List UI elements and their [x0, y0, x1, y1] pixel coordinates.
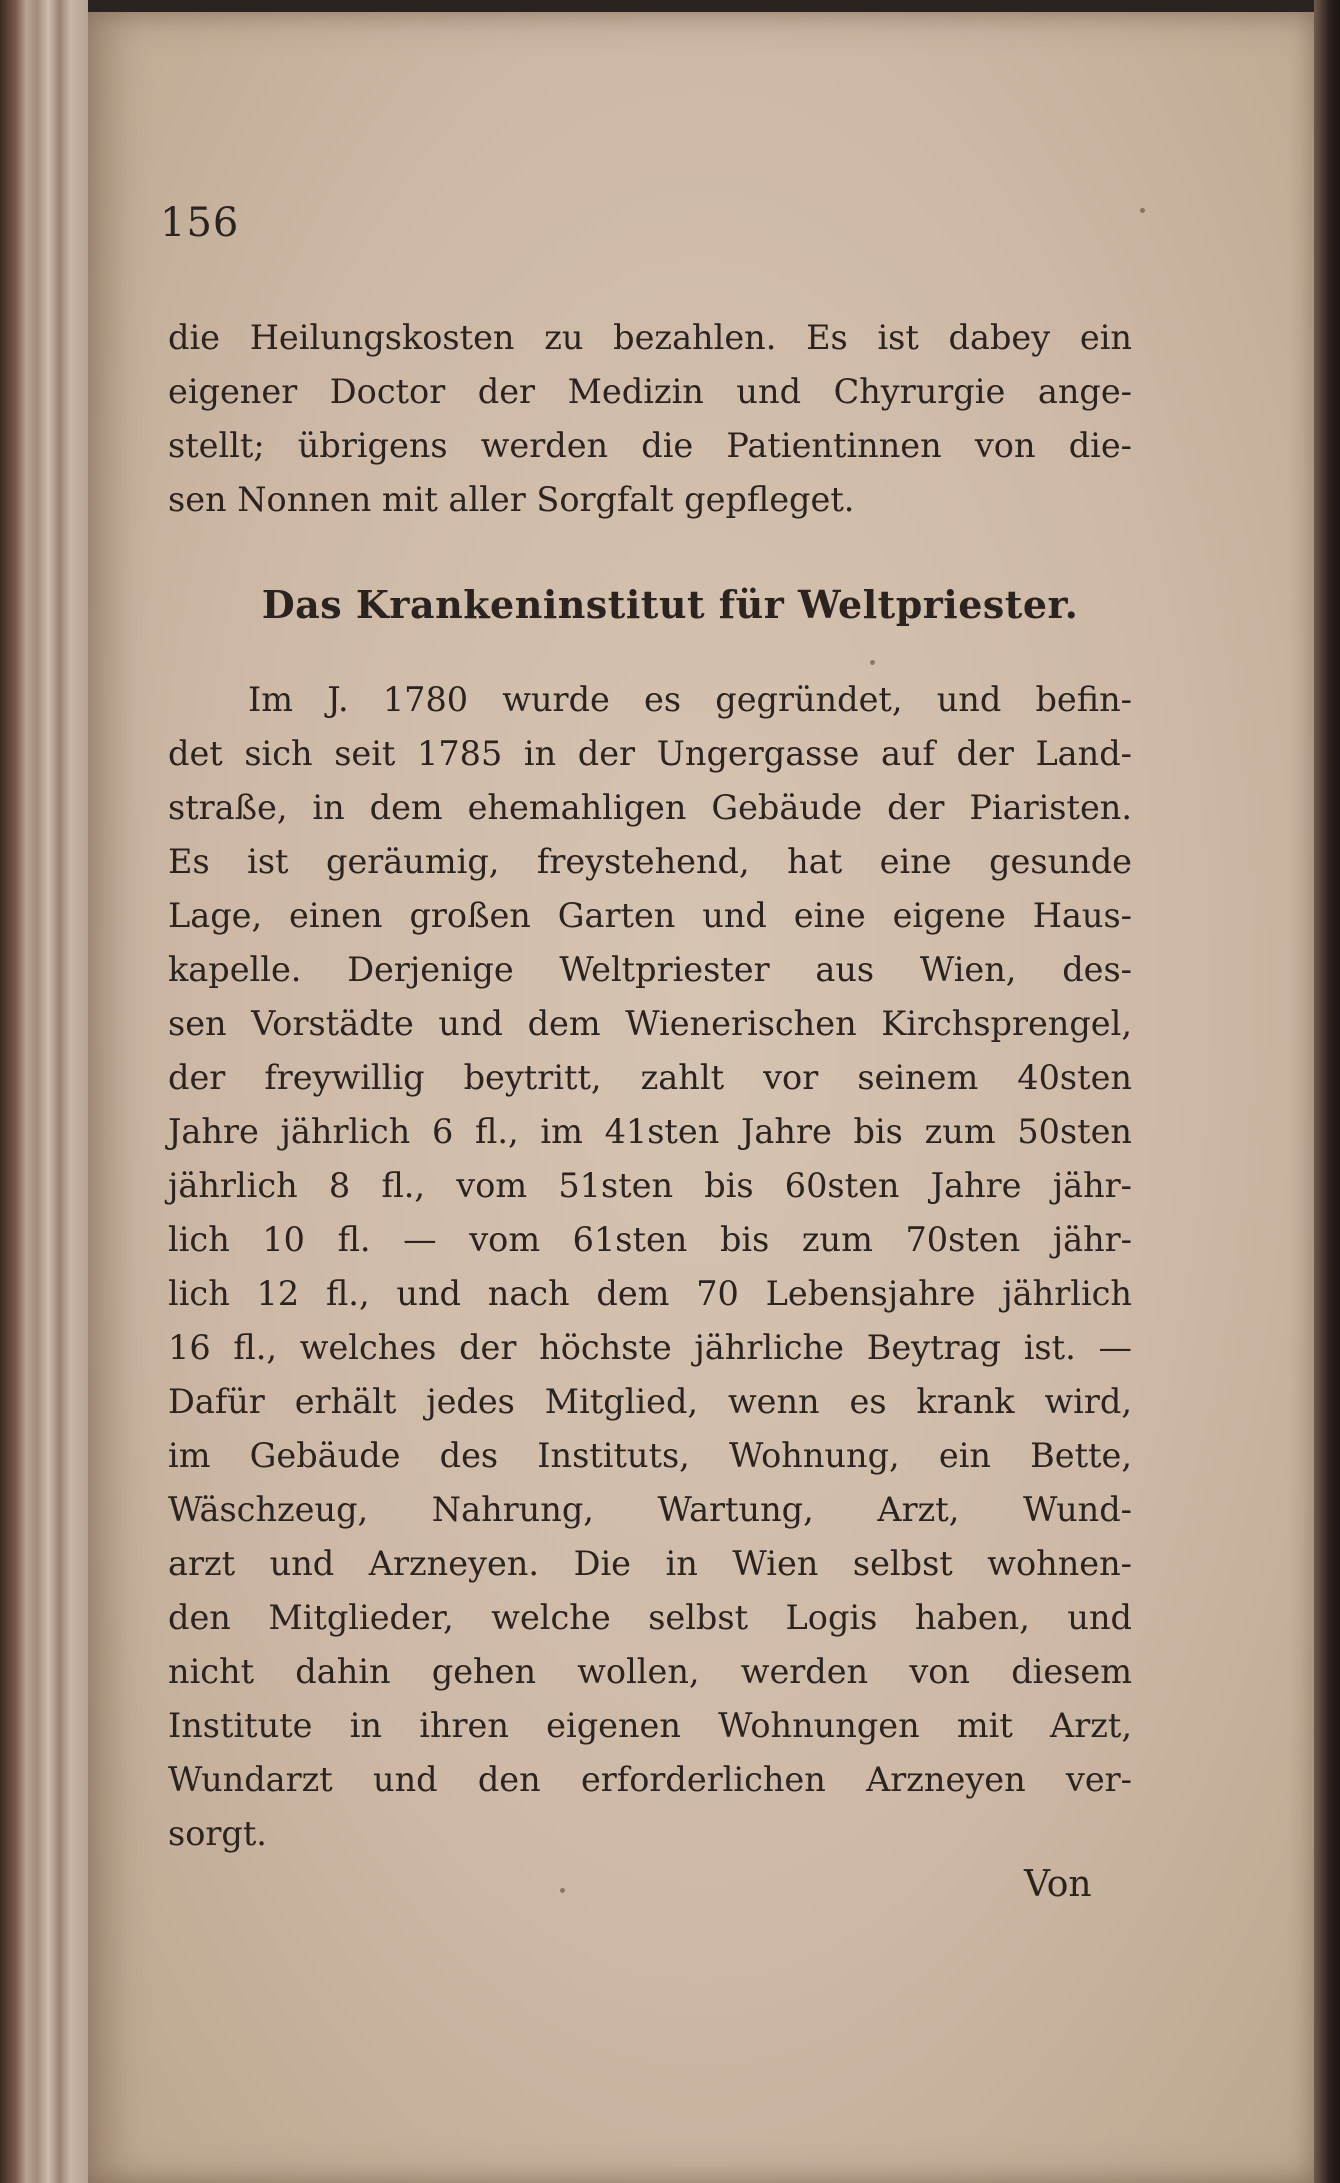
- text-line: Wundarzt und den erforderlichen Arzneyen ver-: [168, 1760, 1132, 1799]
- text-line: straße, in dem ehemahligen Gebäude der Piaristen.: [168, 788, 1132, 827]
- text-line: Es ist geräumig, freystehend, hat eine gesunde: [168, 842, 1132, 881]
- text-line: Im J. 1780 wurde es gegründet, und befin-: [248, 680, 1132, 719]
- text-line: arzt und Arzneyen. Die in Wien selbst wohnen-: [168, 1544, 1132, 1583]
- text-line: kapelle. Derjenige Weltpriester aus Wien, des-: [168, 950, 1132, 989]
- text-line: nicht dahin gehen wollen, werden von diesem: [168, 1652, 1132, 1691]
- page-number: 156: [160, 200, 240, 246]
- text-line: im Gebäude des Instituts, Wohnung, ein Bette,: [168, 1436, 1132, 1475]
- book-page-edges: [0, 0, 88, 2183]
- text-line: lich 12 fl., und nach dem 70 Lebensjahre jährlich: [168, 1274, 1132, 1313]
- book-spine-shadow: [1314, 0, 1340, 2183]
- ink-speck: [1140, 208, 1145, 213]
- text-line: sorgt.: [168, 1814, 267, 1853]
- text-line: jährlich 8 fl., vom 51sten bis 60sten Jahre jähr-: [168, 1166, 1132, 1205]
- text-line: Dafür erhält jedes Mitglied, wenn es krank wird,: [168, 1382, 1132, 1421]
- text-line: Wäschzeug, Nahrung, Wartung, Arzt, Wund-: [168, 1490, 1132, 1529]
- text-line: Jahre jährlich 6 fl., im 41sten Jahre bis zum 50sten: [168, 1112, 1132, 1151]
- ink-speck: [560, 1888, 565, 1893]
- text-line: Institute in ihren eigenen Wohnungen mit Arzt,: [168, 1706, 1132, 1745]
- text-line: lich 10 fl. — vom 61sten bis zum 70sten jähr-: [168, 1220, 1132, 1259]
- text-line: der freywillig beytritt, zahlt vor seinem 40sten: [168, 1058, 1132, 1097]
- text-line: 16 fl., welches der höchste jährliche Beytrag ist. —: [168, 1328, 1132, 1367]
- text-line: Lage, einen großen Garten und eine eigene Haus-: [168, 896, 1132, 935]
- text-line: sen Nonnen mit aller Sorgfalt gepfleget.: [168, 480, 855, 519]
- text-line: det sich seit 1785 in der Ungergasse auf der Land-: [168, 734, 1132, 773]
- text-line: eigener Doctor der Medizin und Chyrurgie ange-: [168, 372, 1132, 411]
- text-line: sen Vorstädte und dem Wienerischen Kirchsprengel,: [168, 1004, 1132, 1043]
- section-heading: Das Krankeninstitut für Weltpriester.: [261, 582, 1079, 627]
- text-line: den Mitglieder, welche selbst Logis haben, und: [168, 1598, 1132, 1637]
- ink-speck: [870, 660, 875, 665]
- text-line: stellt; übrigens werden die Patientinnen von die-: [168, 426, 1132, 465]
- catchword: Von: [1024, 1864, 1092, 1905]
- text-line: die Heilungskosten zu bezahlen. Es ist dabey ein: [168, 318, 1132, 357]
